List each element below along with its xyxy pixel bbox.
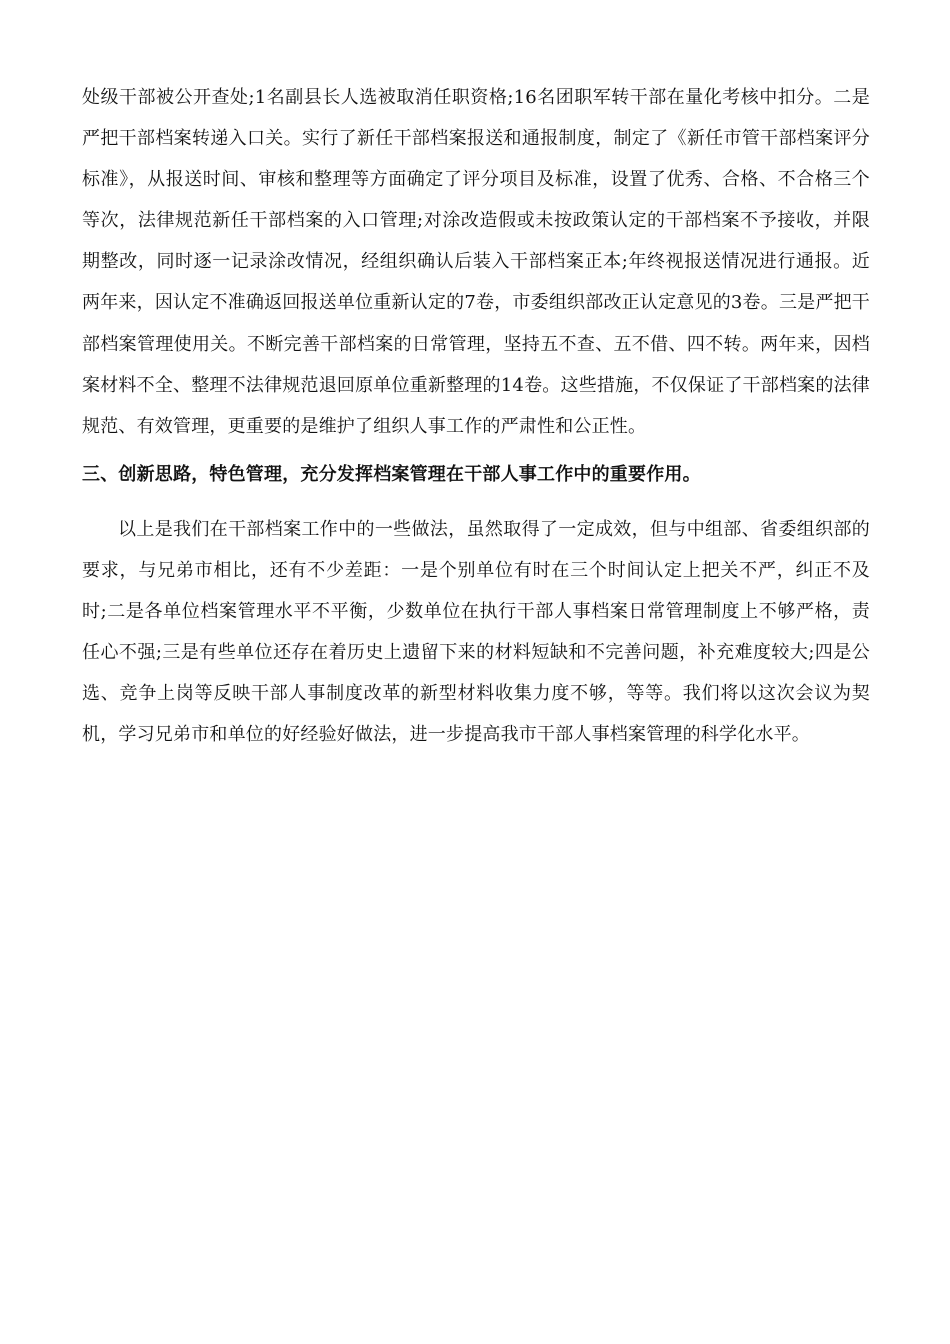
body-paragraph-2: 以上是我们在干部档案工作中的一些做法，虽然取得了一定成效，但与中组部、省委组织部的要求，与兄弟市相比，还有不少差距：一是个别单位有时在三个时间认定上把关不严，纠正不及时;二是各单位档案管理水平不平衡，少数单位在执行干部人事档案日常管理制度上不够严格，责任心不强;三是有些单位还存在着历史上遗留下来的材料短缺和不完善问题，补充难度较大;四是公选、竞争上岗等反映干部人事制度改革的新型材料收集力度不够，等等。我们将以这次会议为契机，学习兄弟市和单位的好经验好做法，进一步提高我市干部人事档案管理的科学化水平。 [82, 519, 870, 746]
body-paragraph-1: 处级干部被公开查处;1名副县长人选被取消任职资格;16名团职军转干部在量化考核中扣分。二是严把干部档案转递入口关。实行了新任干部档案报送和通报制度，制定了《新任市管干部档案评分标准》，从报送时间、审核和整理等方面确定了评分项目及标准，设置了优秀、合格、不合格三个等次，法律规范新任干部档案的入口管理;对涂改造假或未按政策认定的干部档案不予接收，并限期整改，同时逐一记录涂改情况，经组织确认后装入干部档案正本;年终视报送情况进行通报。近两年来，因认定不准确返回报送单位重新认定的7卷，市委组织部改正认定意见的3卷。三是严把干部档案管理使用关。不断完善干部档案的日常管理，坚持五不查、五不借、四不转。两年来，因档案材料不全、整理不法律规范退回原单位重新整理的14卷。这些措施，不仅保证了干部档案的法律规范、有效管理，更重要的是维护了组织人事工作的严肃性和公正性。 [82, 87, 870, 437]
section-heading: 三、创新思路，特色管理，充分发挥档案管理在干部人事工作中的重要作用。 [82, 464, 701, 485]
